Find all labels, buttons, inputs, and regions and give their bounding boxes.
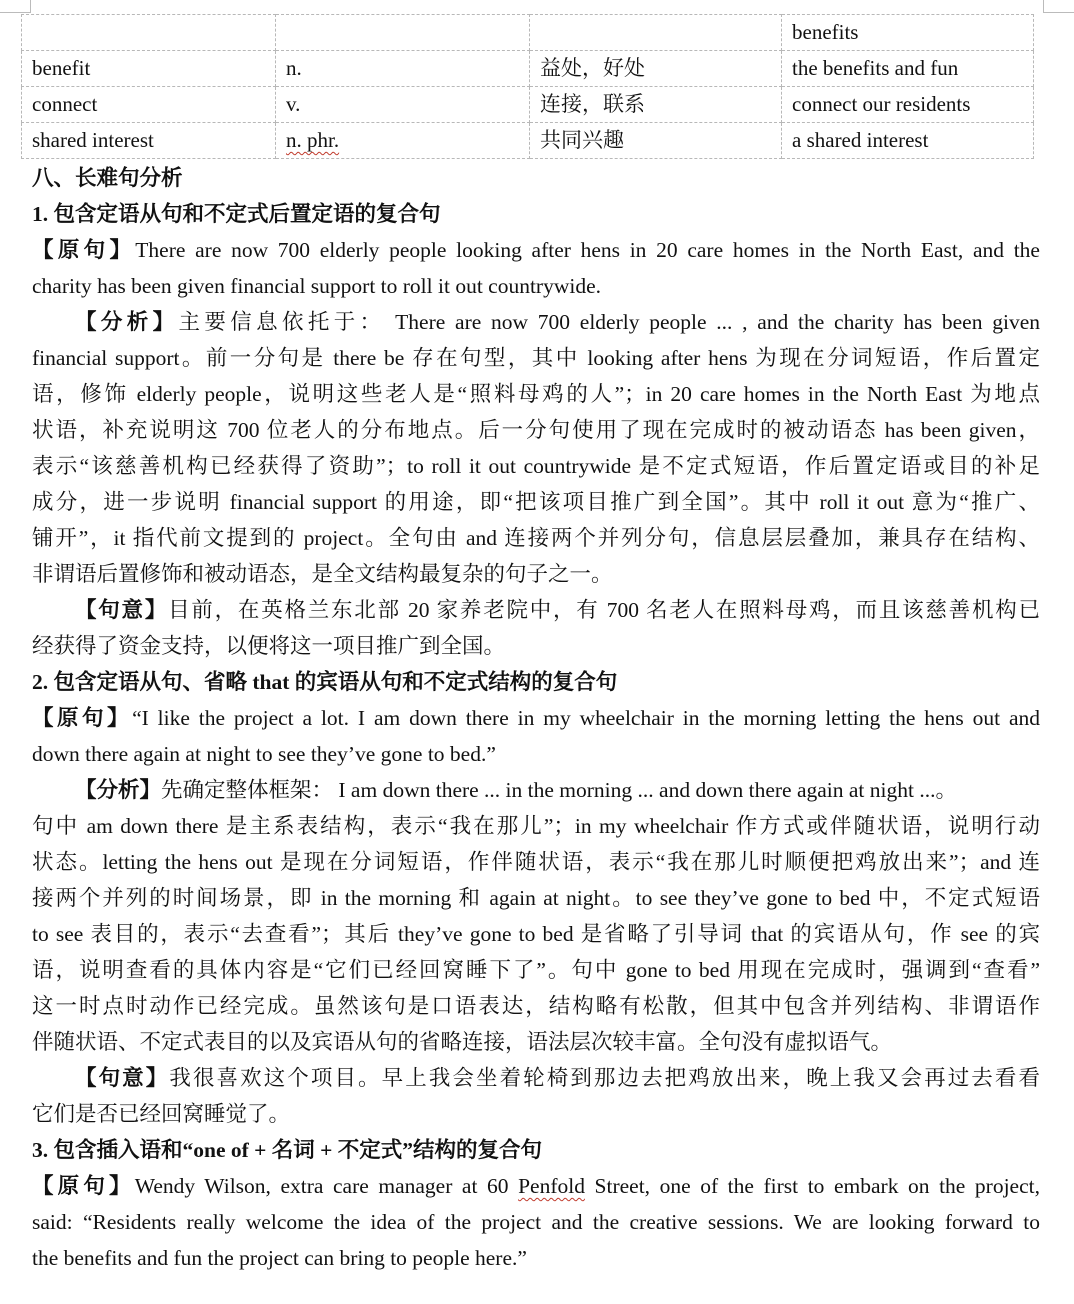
word-cell: connect xyxy=(22,87,276,123)
spellcheck-underlined-text: Penfold xyxy=(518,1174,585,1198)
meaning-cell: 共同兴趣 xyxy=(530,123,782,159)
page-corner-mark-right xyxy=(1043,0,1074,13)
original-sentence-line: 【原句】There are now 700 elderly people looking after hens in 20 care homes in the North East, and the xyxy=(32,238,1040,262)
analysis-tag: 【分析】 xyxy=(75,310,179,334)
meaning-cell xyxy=(530,15,782,51)
original-tag: 【原句】 xyxy=(32,238,136,262)
original-sentence-line: 【原句】Wendy Wilson, extra care manager at 60 Penfold Street, one of the first to embark on the project, xyxy=(32,1174,1040,1198)
part-of-speech-cell: n. xyxy=(276,51,530,87)
section-title: 八、长难句分析 xyxy=(32,166,183,190)
page-corner-mark-left xyxy=(0,0,31,13)
original-sentence-line: said: “Residents really welcome the idea of the project and the creative sessions. We are looking forward to xyxy=(32,1210,1040,1234)
meaning-line: 【句意】目前，在英格兰东北部 20 家养老院中，有 700 名老人在照料母鸡，而且该慈善机构已 xyxy=(75,598,1040,622)
analysis-line: to see 表目的，表示“去查看”；其后 they’ve gone to bed 是省略了引导词 that 的宾语从句，作 see 的宾 xyxy=(32,922,1040,946)
analysis-line: 【分析】主要信息依托于： There are now 700 elderly people ... , and the charity has been given xyxy=(75,310,1040,334)
item-heading: 1. 包含定语从句和不定式后置定语的复合句 xyxy=(32,202,441,226)
table-row xyxy=(22,15,1034,51)
original-sentence-line: charity has been given financial support to roll it out countrywide. xyxy=(32,274,602,298)
analysis-line: 非谓语后置修饰和被动语态，是全文结构最复杂的句子之一。 xyxy=(32,562,613,586)
table-row xyxy=(22,51,1034,87)
original-tag: 【原句】 xyxy=(32,1174,135,1198)
meaning-cell: 连接，联系 xyxy=(530,87,782,123)
meaning-line: 它们是否已经回窝睡觉了。 xyxy=(32,1102,291,1126)
table-row xyxy=(22,87,1034,123)
part-of-speech-cell xyxy=(276,123,530,159)
meaning-line: 经获得了资金支持，以便将这一项目推广到全国。 xyxy=(32,634,506,658)
item-heading: 3. 包含插入语和“one of + 名词 + 不定式”结构的复合句 xyxy=(32,1138,543,1162)
analysis-line: 状语，补充说明这 700 位老人的分布地点。后一分句使用了现在完成时的被动语态 has been given， xyxy=(32,418,1040,442)
part-of-speech-cell: v. xyxy=(276,87,530,123)
word-cell: benefit xyxy=(22,51,276,87)
example-cell: a shared interest xyxy=(782,123,1034,159)
example-cell: connect our residents xyxy=(782,87,1034,123)
analysis-tag: 【分析】 xyxy=(75,778,162,802)
table-row xyxy=(22,123,1034,159)
example-cell: the benefits and fun xyxy=(782,51,1034,87)
word-cell xyxy=(22,15,276,51)
meaning-tag: 【句意】 xyxy=(75,1066,170,1090)
original-tag: 【原句】 xyxy=(32,706,133,730)
item-heading: 2. 包含定语从句、省略 that 的宾语从句和不定式结构的复合句 xyxy=(32,670,618,694)
original-sentence-line: down there again at night to see they’ve gone to bed.” xyxy=(32,742,496,766)
analysis-line: 语，说明查看的具体内容是“它们已经回窝睡下了”。句中 gone to bed 用现在完成时，强调到“查看” xyxy=(32,958,1040,982)
analysis-line: financial support。前一分句是 there be 存在句型，其中 looking after hens 为现在分词短语，作后置定 xyxy=(32,346,1040,370)
analysis-line: 接两个并列的时间场景，即 in the morning 和 again at night。to see they’ve gone to bed 中，不定式短语 xyxy=(32,886,1040,910)
meaning-line: 【句意】我很喜欢这个项目。早上我会坐着轮椅到那边去把鸡放出来，晚上我又会再过去看看 xyxy=(75,1066,1040,1090)
spellcheck-underlined-text: n. phr. xyxy=(286,128,340,152)
analysis-line: 铺开”，it 指代前文提到的 project。全句由 and 连接两个并列分句，信息层层叠加，兼具存在结构、 xyxy=(32,526,1040,550)
example-cell: benefits xyxy=(782,15,1034,51)
analysis-line: 状态。letting the hens out 是现在分词短语，作伴随状语，表示“我在那儿时顺便把鸡放出来”；and 连 xyxy=(32,850,1040,874)
meaning-cell: 益处，好处 xyxy=(530,51,782,87)
document-body xyxy=(32,160,1040,1276)
analysis-line: 【分析】先确定整体框架： I am down there ... in the morning ... and down there again at night ...。 xyxy=(75,778,957,802)
analysis-line: 语，修饰 elderly people，说明这些老人是“照料母鸡的人”；in 20 care homes in the North East 为地点 xyxy=(32,382,1040,406)
part-of-speech-cell xyxy=(276,15,530,51)
analysis-line: 伴随状语、不定式表目的以及宾语从句的省略连接，语法层次较丰富。全句没有虚拟语气。 xyxy=(32,1030,893,1054)
analysis-line: 句中 am down there 是主系表结构，表示“我在那儿”；in my wheelchair 作方式或伴随状语，说明行动 xyxy=(32,814,1040,838)
analysis-line: 这一时点时动作已经完成。虽然该句是口语表达，结构略有松散，但其中包含并列结构、非谓语作 xyxy=(32,994,1040,1018)
word-cell: shared interest xyxy=(22,123,276,159)
vocabulary-table xyxy=(21,14,1034,159)
original-sentence-line: 【原句】“I like the project a lot. I am down there in my wheelchair in the morning letting the hens out and xyxy=(32,706,1040,730)
meaning-tag: 【句意】 xyxy=(75,598,169,622)
analysis-line: 表示“该慈善机构已经获得了资助”；to roll it out countrywide 是不定式短语，作后置定语或目的补足 xyxy=(32,454,1040,478)
original-sentence-line: the benefits and fun the project can bring to people here.” xyxy=(32,1246,527,1270)
analysis-line: 成分，进一步说明 financial support 的用途，即“把该项目推广到全国”。其中 roll it out 意为“推广、 xyxy=(32,490,1040,514)
